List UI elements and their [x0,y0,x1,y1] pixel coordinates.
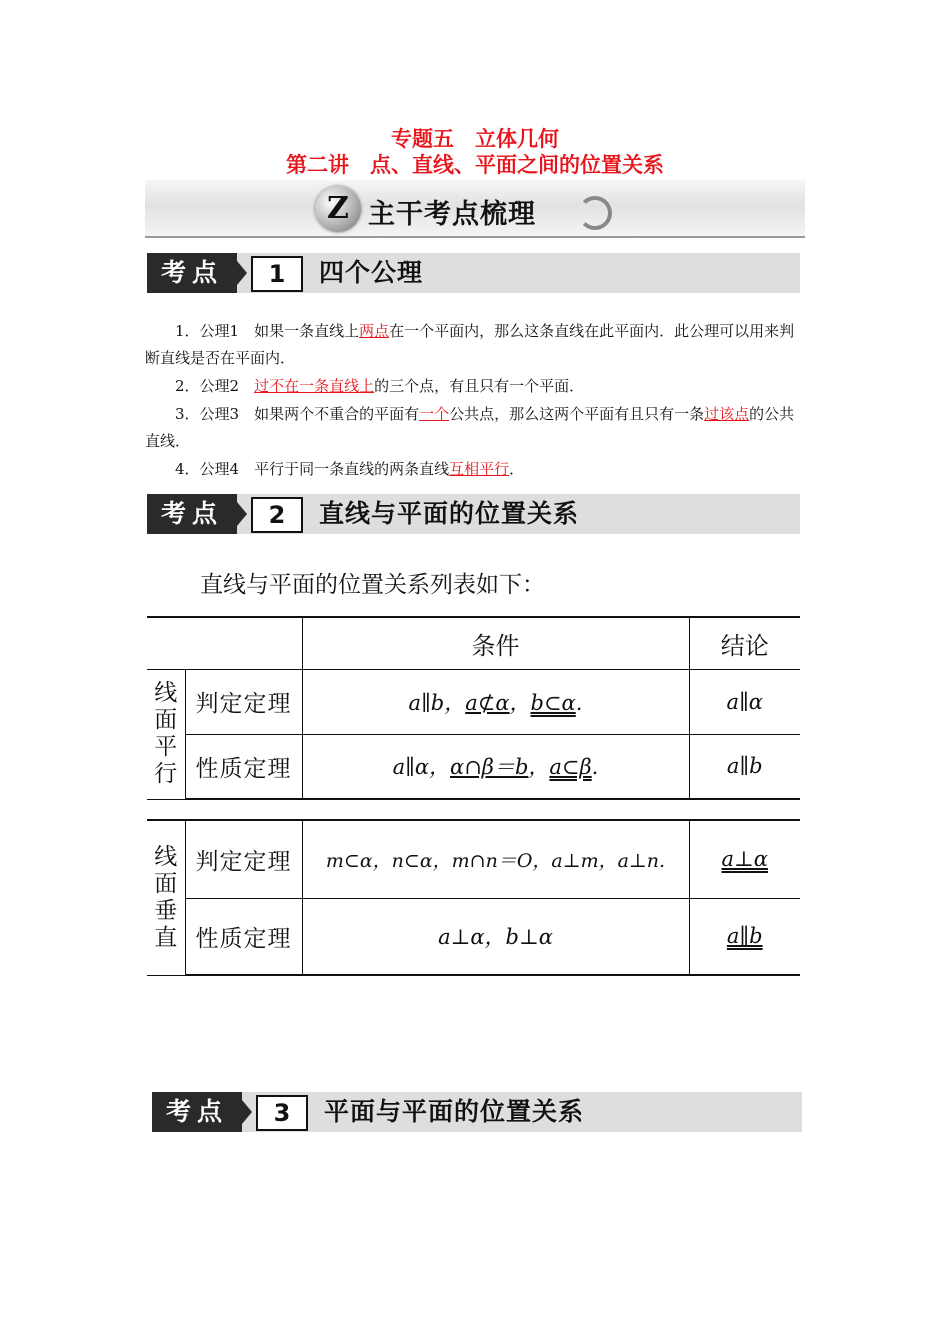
axiom-2: 2．公理2 过不在一条直线上的三个点，有且只有一个平面． [175,377,585,395]
condition-cell: a∥b，a⊄α，b⊂α. [302,669,689,734]
section-name: 四个公理 [319,258,424,287]
conclusion-cell: a∥α [689,669,800,734]
swirl-icon [578,196,612,230]
line-plane-perpendicular-table [147,819,800,976]
theorem-label: 性质定理 [185,898,302,975]
section-tag: 考点 [152,1092,242,1132]
line-plane-parallel-table [147,616,800,800]
theorem-label: 判定定理 [185,820,302,898]
section-name: 平面与平面的位置关系 [324,1097,585,1126]
section-header-2 [147,494,800,534]
condition-cell: m⊂α，n⊂α，m∩n＝O，a⊥m，a⊥n. [302,820,689,898]
doc-subtitle: 第二讲 点、直线、平面之间的位置关系 [286,153,664,177]
section-number: 1 [251,256,303,292]
conclusion-cell: a∥b [689,734,800,799]
section-number: 3 [256,1095,308,1131]
arrow-icon [237,261,247,285]
condition-cell: a⊥α，b⊥α [302,898,689,975]
doc-title: 专题五 立体几何 [391,127,559,151]
section-tag: 考点 [147,253,237,293]
axiom-1: 1．公理1 如果一条直线上两点在一个平面内，那么这条直线在此平面内．此公理可以用来判断直线是否在平面内． [145,322,795,367]
header-conclusion: 结论 [689,617,800,669]
header-blank [147,617,302,669]
header-condition: 条件 [302,617,689,669]
section-header-3 [152,1092,802,1132]
arrow-icon [237,502,247,526]
section-tag: 考点 [147,494,237,534]
axiom-4: 4．公理4 平行于同一条直线的两条直线互相平行． [175,460,525,478]
conclusion-cell: a∥b [689,898,800,975]
banner-title: 主干考点梳理 [368,199,536,230]
theorem-label: 判定定理 [185,669,302,734]
axiom-3: 3．公理3 如果两个不重合的平面有一个公共点，那么这两个平面有且只有一条过该点的公共直线． [145,405,795,450]
section-name: 直线与平面的位置关系 [319,499,580,528]
z-logo-icon: Z [315,186,361,232]
group-parallel: 线面平行 [147,669,185,799]
banner-divider [145,236,805,238]
conclusion-cell: a⊥α [689,820,800,898]
section-header-1 [147,253,800,293]
arrow-icon [242,1100,252,1124]
section-number: 2 [251,497,303,533]
condition-cell: a∥α，α∩β＝b，a⊂β. [302,734,689,799]
group-perpendicular: 线面垂直 [147,820,185,975]
table-intro: 直线与平面的位置关系列表如下： [200,572,545,598]
theorem-label: 性质定理 [185,734,302,799]
